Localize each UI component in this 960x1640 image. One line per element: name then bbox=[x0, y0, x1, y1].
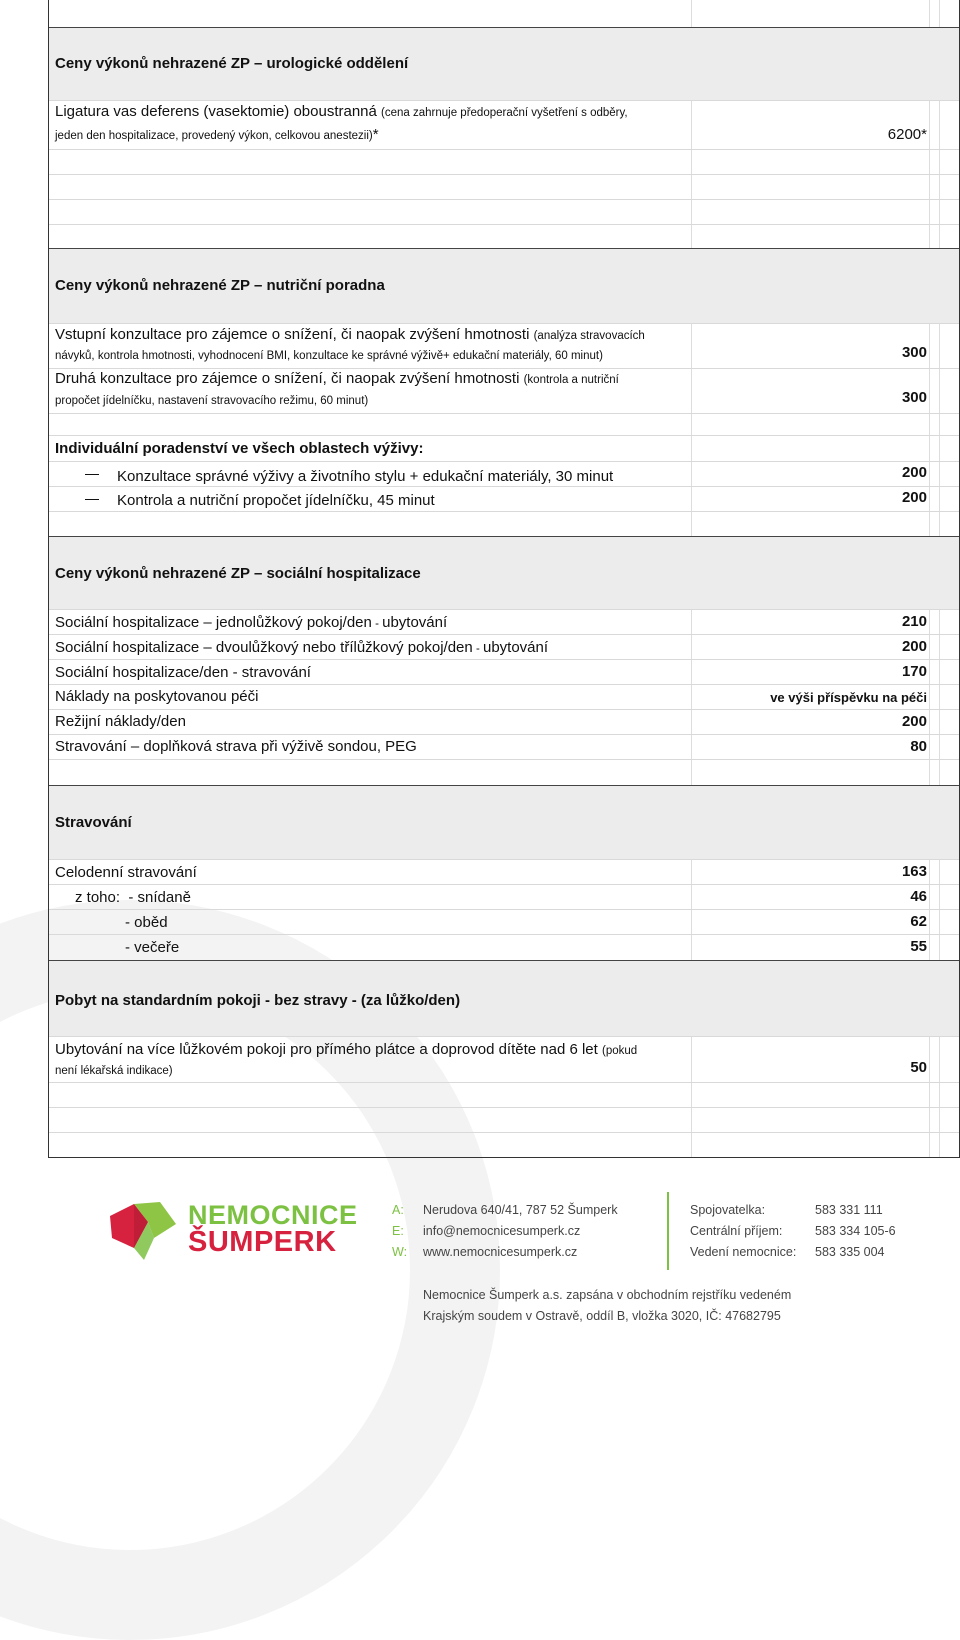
web-link[interactable]: www.nemocnicesumperk.cz bbox=[423, 1245, 578, 1259]
section-header-nutrition bbox=[49, 248, 959, 324]
item-price: 200 bbox=[901, 713, 927, 730]
item-label-cont: návyků, kontrola hmotnosti, vyhodnocení BMI, konzultace ke správné výživě+ edukační materiály, 60 minut) bbox=[55, 350, 603, 362]
table-row-nutrition-first bbox=[49, 324, 959, 369]
item-price: 55 bbox=[910, 938, 927, 955]
phone-admission-label: Centrální příjem: bbox=[690, 1224, 783, 1238]
item-label-cont: jeden den hospitalizace, provedený výkon, celkovou anestezii)* bbox=[55, 126, 379, 143]
item-price: 200 bbox=[901, 464, 927, 481]
hospital-logo-icon bbox=[104, 1198, 180, 1262]
phone-switchboard: 583 331 111 bbox=[815, 1203, 883, 1217]
section-header-catering bbox=[49, 785, 959, 860]
item-label: Celodenní stravování bbox=[55, 864, 197, 881]
empty-row bbox=[49, 200, 959, 225]
empty-row bbox=[49, 175, 959, 200]
item-label: z toho: - snídaně bbox=[75, 889, 191, 906]
item-price: ve výši příspěvku na péči bbox=[770, 690, 927, 705]
price-table bbox=[48, 0, 960, 1158]
table-row-nutrition-second bbox=[49, 369, 959, 414]
subsection-title: Individuální poradenství ve všech oblastech výživy: bbox=[55, 440, 424, 457]
item-label: - oběd bbox=[125, 914, 168, 931]
empty-row bbox=[49, 414, 959, 436]
table-row bbox=[49, 710, 959, 735]
item-price: 50 bbox=[910, 1059, 927, 1076]
item-label: Stravování – doplňková strava při výživě sondou, PEG bbox=[55, 738, 417, 755]
item-price: 210 bbox=[901, 613, 927, 630]
dash-bullet bbox=[85, 474, 99, 475]
item-price: 80 bbox=[910, 738, 927, 755]
section-header-stay bbox=[49, 960, 959, 1037]
empty-row bbox=[49, 1108, 959, 1133]
empty-row bbox=[49, 1083, 959, 1108]
item-price: 62 bbox=[910, 913, 927, 930]
item-label: Sociální hospitalizace – dvoulůžkový nebo třílůžkový pokoj/den - ubytování bbox=[55, 639, 549, 656]
table-row bbox=[49, 860, 959, 885]
email-link[interactable]: info@nemocnicesumperk.cz bbox=[423, 1224, 581, 1238]
table-row bbox=[49, 660, 959, 685]
empty-row bbox=[49, 150, 959, 175]
empty-row bbox=[49, 760, 959, 785]
section-title: Ceny výkonů nehrazené ZP – nutriční poradna bbox=[55, 277, 385, 294]
item-label: - večeře bbox=[125, 939, 180, 956]
address-label: A: bbox=[392, 1203, 404, 1217]
item-label: Kontrola a nutriční propočet jídelníčku, 45 minut bbox=[117, 492, 435, 509]
item-price: 200 bbox=[901, 638, 927, 655]
item-price: 6200* bbox=[887, 126, 927, 143]
email-label: E: bbox=[392, 1224, 404, 1238]
table-row-individual-title bbox=[49, 436, 959, 462]
item-price: 163 bbox=[901, 863, 927, 880]
list-item bbox=[49, 462, 959, 487]
table-row bbox=[49, 885, 959, 910]
table-row bbox=[49, 635, 959, 660]
item-label: Sociální hospitalizace/den - stravování bbox=[55, 664, 311, 681]
empty-row bbox=[49, 225, 959, 249]
empty-row bbox=[49, 0, 959, 28]
item-price: 300 bbox=[901, 344, 927, 361]
item-price: 300 bbox=[901, 389, 927, 406]
registry-line-2: Krajským soudem v Ostravě, oddíl B, vložka 3020, IČ: 47682795 bbox=[423, 1309, 781, 1323]
item-label: Režijní náklady/den bbox=[55, 713, 186, 730]
phone-switchboard-label: Spojovatelka: bbox=[690, 1203, 766, 1217]
section-title: Stravování bbox=[55, 814, 132, 831]
table-row-vasectomy bbox=[49, 100, 959, 150]
section-title: Ceny výkonů nehrazené ZP – sociální hospitalizace bbox=[55, 565, 421, 582]
item-label: Náklady na poskytovanou péči bbox=[55, 688, 259, 705]
item-price: 46 bbox=[910, 888, 927, 905]
dash-bullet bbox=[85, 499, 99, 500]
section-title: Ceny výkonů nehrazené ZP – urologické oddělení bbox=[55, 55, 409, 72]
item-label: Ubytování na více lůžkovém pokoji pro přímého plátce a doprovod dítěte nad 6 let (pokud bbox=[55, 1041, 638, 1058]
item-label: Vstupní konzultace pro zájemce o snížení, či naopak zvýšení hmotnosti (analýza stravovacích bbox=[55, 326, 645, 343]
item-label-cont: není lékařská indikace) bbox=[55, 1065, 173, 1077]
table-row bbox=[49, 685, 959, 710]
section-header-social bbox=[49, 536, 959, 610]
item-label: Sociální hospitalizace – jednolůžkový pokoj/den - ubytování bbox=[55, 614, 448, 631]
item-label: Druhá konzultace pro zájemce o snížení, či naopak zvýšení hmotnosti (kontrola a nutriční bbox=[55, 370, 619, 387]
table-row bbox=[49, 735, 959, 760]
address-value: Nerudova 640/41, 787 52 Šumperk bbox=[423, 1203, 618, 1217]
item-label-cont: propočet jídelníčku, nastavení stravovacího režimu, 60 minut) bbox=[55, 395, 369, 407]
footer-divider bbox=[667, 1192, 669, 1270]
item-price: 170 bbox=[901, 663, 927, 680]
registry-line-1: Nemocnice Šumperk a.s. zapsána v obchodním rejstříku vedeném bbox=[423, 1288, 792, 1302]
item-label: Konzultace správné výživy a životního stylu + edukační materiály, 30 minut bbox=[117, 468, 614, 485]
logo-text-sumperk: ŠUMPERK bbox=[188, 1226, 337, 1258]
table-row-stay bbox=[49, 1037, 959, 1083]
table-row bbox=[49, 935, 959, 960]
section-header-urology bbox=[49, 27, 959, 101]
web-label: W: bbox=[392, 1245, 408, 1259]
item-label: Ligatura vas deferens (vasektomie) oboustranná (cena zahrnuje předoperační vyšetření s odběry, bbox=[55, 103, 628, 120]
empty-row bbox=[49, 512, 959, 537]
item-price: 200 bbox=[901, 489, 927, 506]
phone-admission: 583 334 105-6 bbox=[815, 1224, 896, 1238]
phone-management-label: Vedení nemocnice: bbox=[690, 1245, 797, 1259]
list-item bbox=[49, 487, 959, 512]
section-title: Pobyt na standardním pokoji - bez stravy - (za lůžko/den) bbox=[55, 992, 461, 1009]
table-row bbox=[49, 910, 959, 935]
logo-text-nemocnice: NEMOCNICE bbox=[188, 1200, 358, 1230]
phone-management: 583 335 004 bbox=[815, 1245, 885, 1259]
table-row bbox=[49, 610, 959, 635]
